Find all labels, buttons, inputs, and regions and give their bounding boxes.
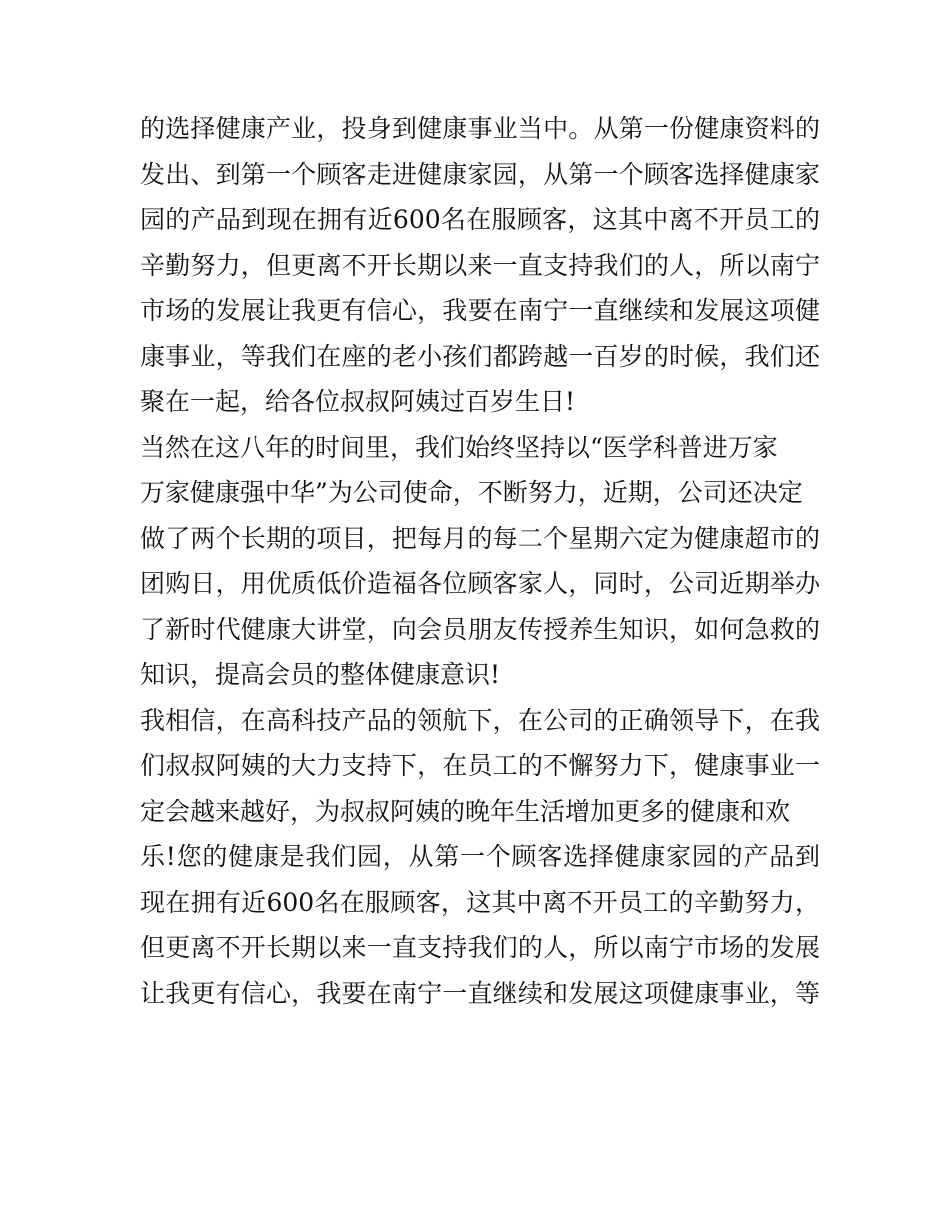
text-line-1: 的选择健康产业，投身到健康事业当中。从第一份健康资料的 (140, 114, 820, 143)
text-line-9: 万家健康强中华”为公司使命，不断努力，近期，公司还决定 (140, 478, 803, 507)
text-line-5: 市场的发展让我更有信心，我要在南宁一直继续和发展这项健 (140, 296, 820, 325)
text-line-12: 了新时代健康大讲堂，向会员朋友传授养生知识，如何急救的 (140, 614, 820, 644)
text-line-11: 团购日，用优质低价造福各位顾客家人，同时，公司近期举办 (140, 569, 820, 598)
text-line-2: 发出、到第一个顾客走进健康家园，从第一个顾客选择健康家 (140, 159, 820, 189)
text-line-8: 当然在这八年的时间里，我们始终坚持以“医学科普进万家 (140, 432, 778, 462)
text-line-4: 辛勤努力，但更离不开长期以来一直支持我们的人，所以南宁 (140, 250, 820, 280)
text-line-13: 知识，提高会员的整体健康意识! (140, 660, 501, 689)
text-line-14: 我相信，在高科技产品的领航下，在公司的正确领导下，在我 (140, 705, 820, 735)
text-line-17: 乐!您的健康是我们园，从第一个顾客选择健康家园的产品到 (140, 842, 820, 871)
text-line-15: 们叔叔阿姨的大力支持下，在员工的不懈努力下，健康事业一 (140, 751, 820, 780)
text-line-20: 让我更有信心，我要在南宁一直继续和发展这项健康事业，等 (140, 978, 820, 1008)
text-line-3: 园的产品到现在拥有近600名在服顾客，这其中离不开员工的 (140, 205, 820, 234)
text-line-7: 聚在一起，给各位叔叔阿姨过百岁生日! (140, 387, 576, 416)
text-line-19: 但更离不开长期以来一直支持我们的人，所以南宁市场的发展 (140, 933, 820, 962)
document-body (140, 106, 820, 1016)
text-line-16: 定会越来越好，为叔叔阿姨的晚年生活增加更多的健康和欢 (140, 796, 791, 826)
text-line-6: 康事业，等我们在座的老小孩们都跨越一百岁的时候，我们还 (140, 341, 820, 371)
text-line-18: 现在拥有近600名在服顾客，这其中离不开员工的辛勤努力， (140, 887, 820, 917)
text-line-10: 做了两个长期的项目，把每月的每二个星期六定为健康超市的 (140, 523, 820, 553)
